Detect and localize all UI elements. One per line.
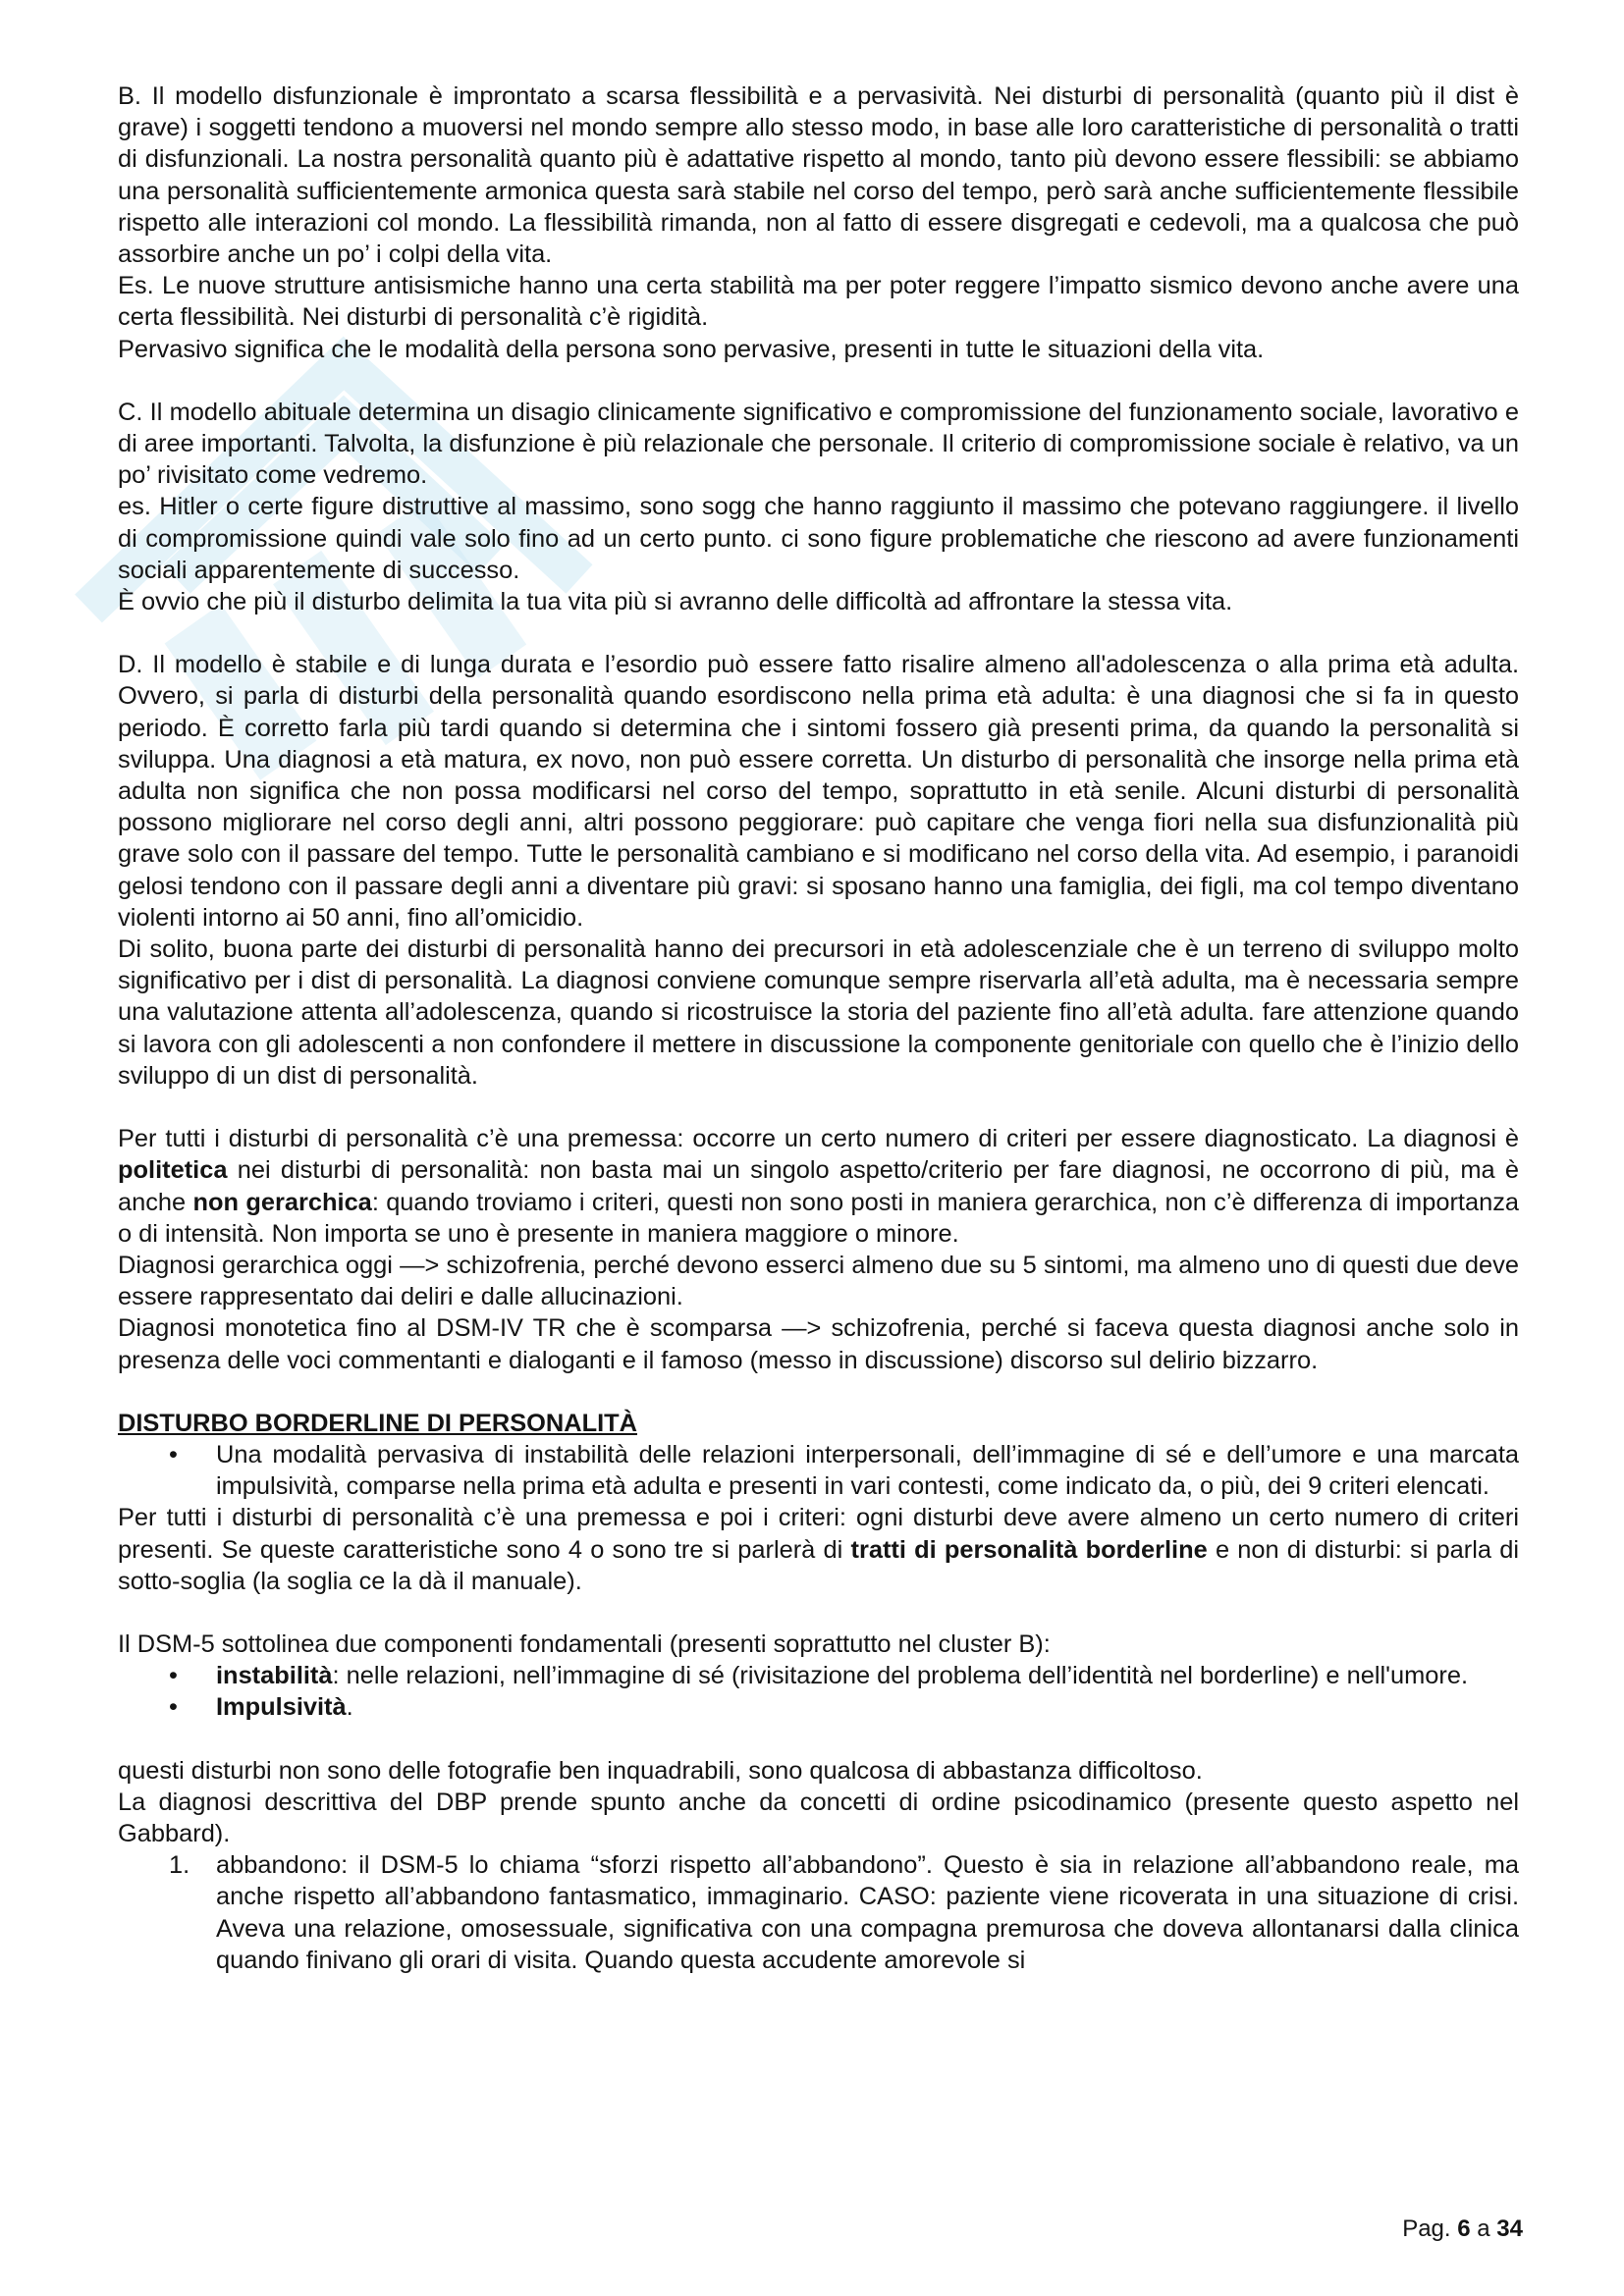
components-list: [118, 1660, 1519, 1723]
premise-p2: Diagnosi gerarchica oggi —> schizofrenia, perché devono esserci almeno due su 5 sintomi, ma almeno uno di questi due deve essere rappresentato dai deliri e dalle allucinazioni.: [118, 1251, 1519, 1311]
section-b-p2: Es. Le nuove strutture antisismiche hanno una certa stabilità ma per poter reggere l’impatto sismico devono anche avere una certa flessibilità. Nei disturbi di personalità c’è rigidità.: [118, 272, 1519, 332]
list-item: 1. abbandono: il DSM-5 lo chiama “sforzi rispetto all’abbandono”. Questo è sia in relazione all’abbandono reale, ma anche rispetto all’abbandono fantasmatico, immaginario. CASO: paziente viene ricoverata in una situazione di crisi. Aveva una relazione, omosessuale, significativa con una compagna premurosa che doveva allontanarsi dalla clinica quando finivano gli orari di visita. Quando questa accudente amorevole si: [169, 1851, 1519, 1974]
premise-p3: Diagnosi monotetica fino al DSM-IV TR che è scomparsa —> schizofrenia, perché si faceva questa diagnosi anche solo in presenza delle voci commentanti e dialoganti e il famoso (messo in discussione) discorso sul delirio bizzarro.: [118, 1314, 1519, 1374]
list-item: • instabilità: nelle relazioni, nell’immagine di sé (rivisitazione del problema dell’identità nel borderline) e nell'umore.: [118, 1660, 1519, 1691]
bullet-list: [118, 1439, 1519, 1502]
section-b-p1: B. Il modello disfunzionale è improntato a scarsa flessibilità e a pervasività. Nei disturbi di personalità (quanto più il dist è grave) i soggetti tendono a muoversi nel mondo sempre allo stesso modo, in base alle loro caratteristiche di personalità o tratti di disfunzionali. La nostra personalità quanto più è adattative rispetto al mondo, tanto più devono essere flessibili: se abbiamo una personalità sufficientemente armonica questa sarà stabile nel corso del tempo, però sarà anche sufficientemente flessibile rispetto alle interazioni col mondo. La flessibilità rimanda, non al fatto di essere disgregati e cedevoli, ma a qualcosa che può assorbire anche un po’ i colpi della vita.: [118, 82, 1519, 269]
list-item: • Impulsività.: [118, 1691, 1519, 1723]
page-number: Pag. 6 a 34: [1402, 2216, 1523, 2242]
paragraph-diagnosi: La diagnosi descrittiva del DBP prende spunto anche da concetti di ordine psicodinamico (presente questo aspetto nel Gabbard).: [118, 1788, 1519, 1847]
numbered-list: [118, 1849, 1519, 1976]
section-d-p1: D. Il modello è stabile e di lunga durata e l’esordio può essere fatto risalire almeno all'adolescenza o alla prima età adulta. Ovvero, si parla di disturbi della personalità quando esordiscono nella prima età adulta: è una diagnosi che si fa in questo periodo. È corretto farla più tardi quando si determina che i sintomi fossero già presenti prima, da quando la personalità si sviluppa. Una diagnosi a età matura, ex novo, non può essere corretta. Un disturbo di personalità che insorge nella prima età adulta non significa che non possa modificarsi nel corso del tempo, soprattutto in età senile. Alcuni disturbi di personalità possono migliorare nel corso degli anni, altri possono peggiorare: può capitare che venga fiori nella sua disfunzionalità più grave solo con il passare del tempo. Tutte le personalità cambiano e si modificano nel corso della vita. Ad esempio, i paranoidi gelosi tendono con il passare degli anni a diventare più gravi: si sposano hanno una famiglia, dei figli, ma col tempo diventano violenti intorno ai 50 anni, fino all’omicidio.: [118, 651, 1519, 932]
borderline-heading: DISTURBO BORDERLINE DI PERSONALITÀ: [118, 1409, 637, 1437]
list-item: • Una modalità pervasiva di instabilità delle relazioni interpersonali, dell’immagine di sé e dell’umore e una marcata impulsività, comparse nella prima età adulta e presenti in vari contesti, come indicato da, o più, dei 9 criteri elencati.: [118, 1439, 1519, 1502]
dsm-intro: Il DSM-5 sottolinea due componenti fondamentali (presenti soprattutto nel cluster B):: [118, 1629, 1051, 1658]
term-non-gerarchica: non gerarchica: [192, 1188, 372, 1216]
section-c-p2: es. Hitler o certe figure distruttive al massimo, sono sogg che hanno raggiunto il massimo che potevano raggiungere. il livello di compromissione quindi vale solo fino ad un certo punto. ci sono figure problematiche che riescono ad avere funzionamenti sociali apparentemente di successo.: [118, 493, 1519, 584]
term-tratti-borderline: tratti di personalità borderline: [850, 1535, 1208, 1564]
paragraph-fotografie: questi disturbi non sono delle fotografie ben inquadrabili, sono qualcosa di abbastanza difficoltoso.: [118, 1756, 1203, 1785]
document-body: [118, 80, 1519, 1976]
section-c-p1: C. Il modello abituale determina un disagio clinicamente significativo e compromissione del funzionamento sociale, lavorativo e di aree importanti. Talvolta, la disfunzione è più relazionale che personale. Il criterio di compromissione sociale è relativo, va un po’ rivisitato come vedremo.: [118, 398, 1519, 490]
section-b-p3: Pervasivo significa che le modalità della persona sono pervasive, presenti in tutte le situazioni della vita.: [118, 335, 1265, 363]
section-d-p2: Di solito, buona parte dei disturbi di personalità hanno dei precursori in età adolescenziale che è un terreno di sviluppo molto significativo per i dist di personalità. La diagnosi conviene comunque sempre riservarla all’età adulta, ma è necessaria sempre una valutazione attenta all’adolescenza, quando si ricostruisce la storia del paziente fino all’età adulta. fare attenzione quando si lavora con gli adolescenti a non confondere il mettere in discussione la componente genitoriale con quello che è l’inizio dello sviluppo di un dist di personalità.: [118, 935, 1519, 1090]
section-c-p3: È ovvio che più il disturbo delimita la tua vita più si avranno delle difficoltà ad affrontare la stessa vita.: [118, 588, 1233, 616]
premise-p1: Per tutti i disturbi di personalità c’è una premessa: occorre un certo numero di criteri per essere diagnosticato. La diagnosi è politetica nei disturbi di personalità: non basta mai un singolo aspetto/criterio per fare diagnosi, ne occorrono di più, ma è anche non gerarchica: quando troviamo i criteri, questi non sono posti in maniera gerarchica, non c’è differenza di importanza o di intensità. Non importa se uno è presente in maniera maggiore o minore.: [118, 1125, 1520, 1248]
criteria-paragraph: Per tutti i disturbi di personalità c’è una premessa e poi i criteri: ogni disturbi deve avere almeno un certo numero di criteri presenti. Se queste caratteristiche sono 4 o sono tre si parlerà di tratti di personalità borderline e non di disturbi: si parla di sotto-soglia (la soglia ce la dà il manuale).: [118, 1504, 1519, 1595]
term-politetica: politetica: [118, 1156, 228, 1185]
